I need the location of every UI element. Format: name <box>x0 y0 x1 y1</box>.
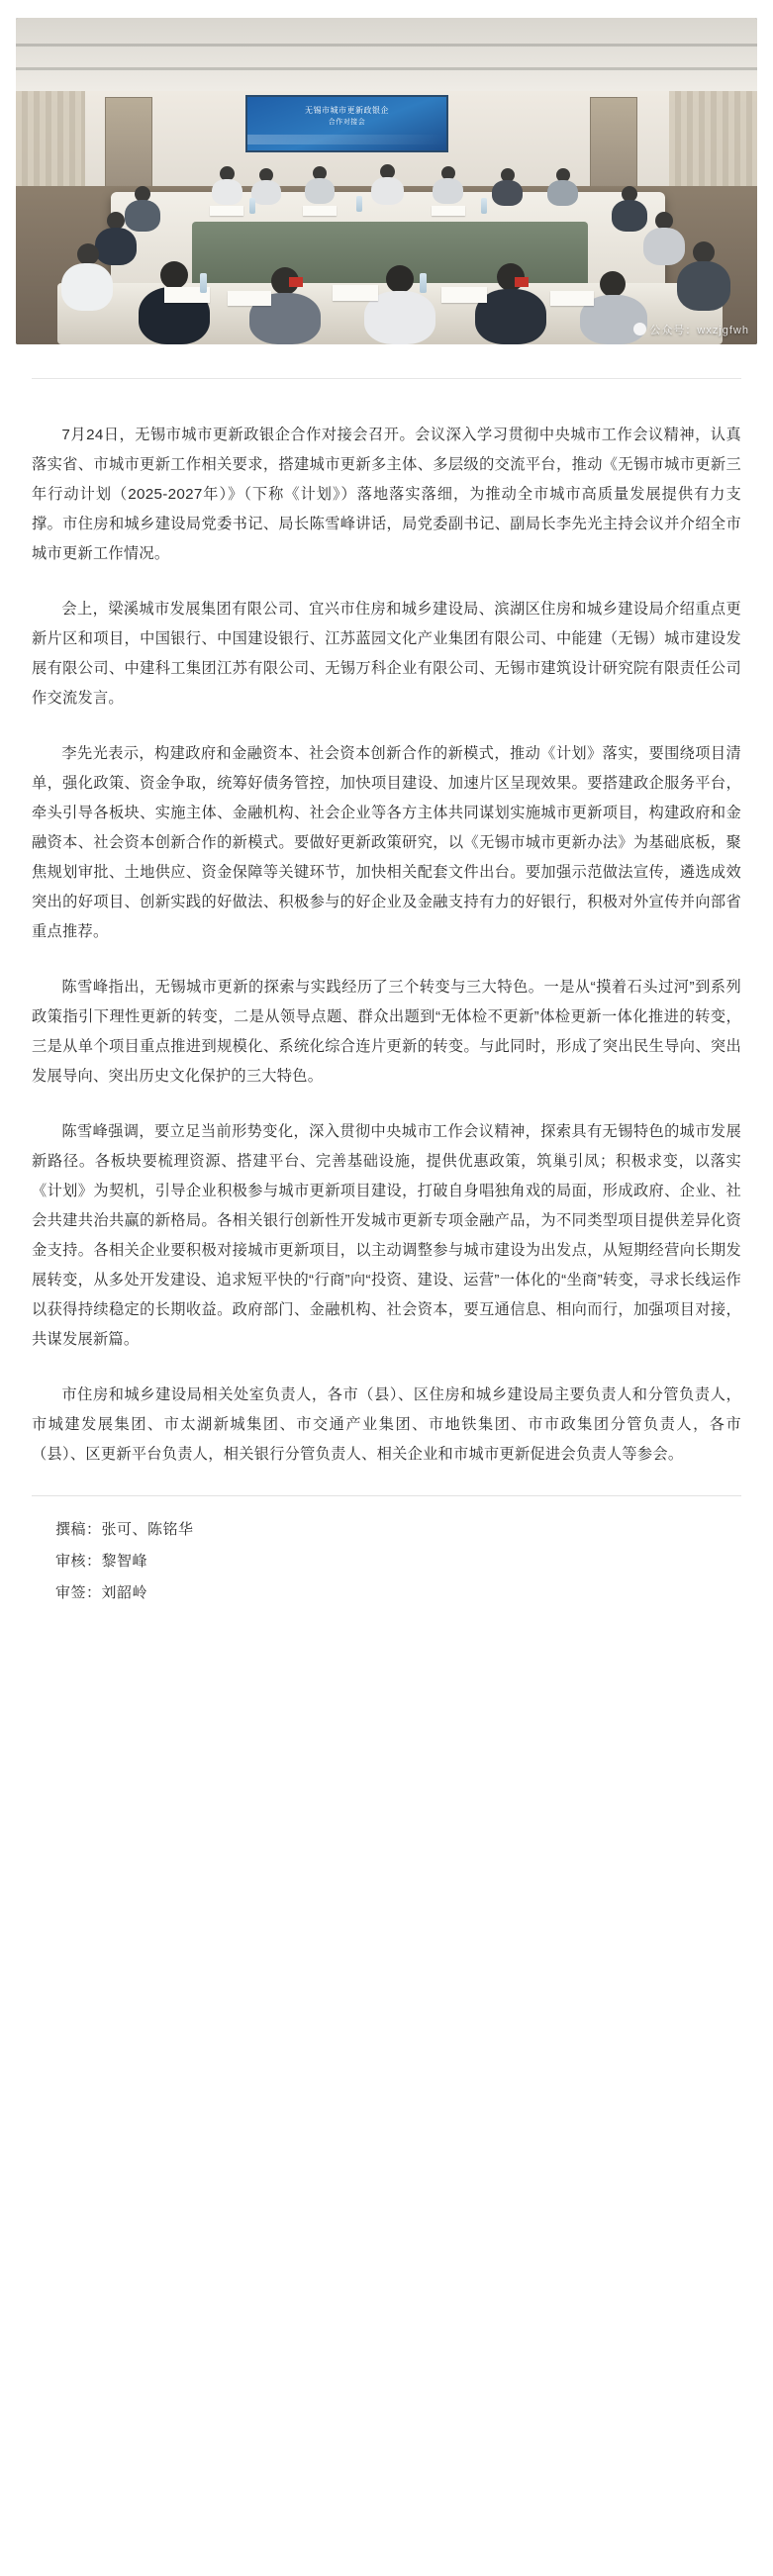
content-top-divider <box>32 378 741 379</box>
photo-paper <box>303 206 337 216</box>
photo-paper <box>432 206 465 216</box>
photo-door <box>105 97 152 188</box>
banner-line-1: 无锡市城市更新政银企 <box>305 106 389 115</box>
photo-person-body <box>125 200 160 232</box>
article-paragraph: 会上，梁溪城市发展集团有限公司、宜兴市住房和城乡建设局、滨湖区住房和城乡建设局介绍重点更新片区和项目，中国银行、中国建设银行、江苏蓝园文化产业集团有限公司、中能建（无锡）城市建设发展有限公司、中建科工集团江苏有限公司、无锡万科企业有限公司、无锡市建筑设计研究院有限责任公司作交流发言。 <box>32 601 741 707</box>
photo-bottle <box>356 196 362 212</box>
article-paragraph: 陈雪峰指出，无锡城市更新的探索与实践经历了三个转变与三大特色。一是从“摸着石头过河”到系列政策指引下理性更新的转变，二是从领导点题、群众出题到“无体检不更新”体检更新一体化推进的转变，三是从单个项目重点推进到规模化、系统化综合连片更新的转变。与此同时，形成了突出民生导向、突出发展导向、突出历史文化保护的三大特色。 <box>32 979 741 1085</box>
signoff-block <box>32 1514 741 1609</box>
photo-curtain <box>16 91 85 186</box>
photo-person-body <box>547 180 578 206</box>
conference-photo <box>16 18 757 344</box>
photo-person-body <box>305 178 335 204</box>
photo-bottle <box>249 198 255 214</box>
photo-paper <box>550 291 594 306</box>
photo-paper <box>210 206 243 216</box>
photo-watermark <box>633 322 749 337</box>
photo-bottle <box>200 273 207 293</box>
article-paragraph: 陈雪峰强调，要立足当前形势变化，深入贯彻中央城市工作会议精神，探索具有无锡特色的城市发展新路径。各板块要梳理资源、搭建平台、完善基础设施，提供优惠政策，筑巢引凤；积极求变，以落实《计划》为契机，引导企业积极参与城市更新项目建设，打破自身唱独角戏的局面，形成政府、企业、社会共建共治共赢的新格局。各相关银行创新性开发城市更新专项金融产品，为不同类型项目提供差异化资金支持。各相关企业要积极对接城市更新项目，以主动调整参与城市建设为出发点，从短期经营向长期发展转变，从多处开发建设、追求短平快的“行商”向“投资、建设、运营”一体化的“坐商”转变，寻求长线运作以获得持续稳定的长期收益。政府部门、金融机构、社会资本，要互通信息、相向而行，加强项目对接，共谋发展新篇。 <box>32 1123 741 1348</box>
article-paragraph: 李先光表示，构建政府和金融资本、社会资本创新合作的新模式，推动《计划》落实，要围绕项目清单，强化政策、资金争取，统筹好债务管控，加快项目建设、加速片区呈现效果。要搭建政企服务平台，牵头引导各板块、实施主体、金融机构、社会企业等各方主体共同谋划实施城市更新项目，构建政府和金融资本、社会资本创新合作的新模式。要做好更新政策研究，以《无锡市城市更新办法》为基础底板，聚焦规划审批、土地供应、资金保障等关键环节，加快相关配套文件出台。要加强示范做法宣传，遴选成效突出的好项目、创新实践的好做法、积极参与的好企业及金融支持有力的好银行，积极对外宣传并向部省重点推荐。 <box>32 745 741 940</box>
photo-person-body <box>492 180 523 206</box>
photo-person-body <box>643 228 685 265</box>
photo-stage-banner <box>245 95 448 152</box>
signoff-divider <box>32 1495 741 1496</box>
photo-paper <box>333 285 378 301</box>
photo-person-head <box>600 271 626 297</box>
watermark-text: 公众号：wxzjgfwh <box>649 325 749 336</box>
photo-bottle <box>481 198 487 214</box>
photo-person-body <box>677 261 730 311</box>
article-paragraph: 7月24日，无锡市城市更新政银企合作对接会召开。会议深入学习贯彻中央城市工作会议精神，认真落实省、市城市更新工作相关要求，搭建城市更新多主体、多层级的交流平台，推动《无锡市城市更新三年行动计划（2025-2027年）》（下称《计划》）落地落实落细，为推动全市城市高质量发展提供有力支撑。市住房和城乡建设局党委书记、局长陈雪峰讲话，局党委副书记、副局长李先光主持会议并介绍全市城市更新工作情况。 <box>32 427 741 562</box>
photo-person-body <box>61 263 113 311</box>
photo-paper <box>441 287 487 303</box>
article-body <box>32 421 741 1470</box>
signoff-author: 撰稿：张可、陈铭华 <box>55 1521 194 1538</box>
photo-person-body <box>95 228 137 265</box>
photo-name-card <box>515 277 529 287</box>
photo-person-body <box>433 178 463 204</box>
photo-ceiling <box>16 18 757 91</box>
photo-ceiling-line <box>16 44 757 47</box>
banner-decor <box>247 135 446 144</box>
watermark-logo-icon <box>633 323 646 335</box>
photo-person-body <box>251 180 281 205</box>
photo-bottle <box>420 273 427 293</box>
banner-line-2: 合作对接会 <box>328 119 366 126</box>
signoff-reviewer: 审核：黎智峰 <box>55 1553 148 1570</box>
photo-person-head <box>160 261 188 289</box>
photo-person-body <box>371 177 404 205</box>
photo-door <box>590 97 637 188</box>
photo-ceiling-line <box>16 67 757 70</box>
article-paragraph: 市住房和城乡建设局相关处室负责人，各市（县）、区住房和城乡建设局主要负责人和分管负责人，市城建发展集团、市太湖新城集团、市交通产业集团、市地铁集团、市市政集团分管负责人，各市（县）、区更新平台负责人，相关银行分管负责人、相关企业和市城市更新促进会负责人等参会。 <box>32 1386 741 1463</box>
photo-curtain <box>669 91 757 186</box>
photo-person-head <box>693 241 715 263</box>
photo-person-head <box>386 265 414 293</box>
photo-name-card <box>289 277 303 287</box>
photo-paper <box>228 291 271 306</box>
photo-person-body <box>612 200 647 232</box>
photo-person-head <box>77 243 99 265</box>
signoff-approver: 审签：刘韶岭 <box>55 1584 148 1601</box>
photo-person-body <box>212 179 242 205</box>
